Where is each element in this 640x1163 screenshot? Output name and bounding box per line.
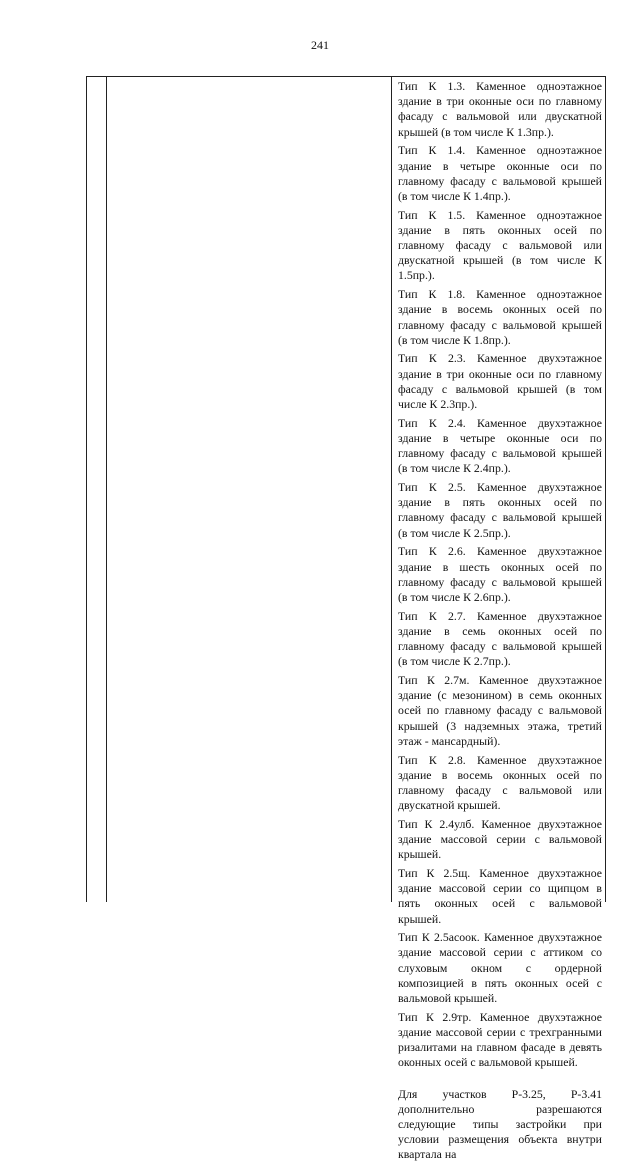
building-type-entry: Тип К 2.4. Каменное двухэтажное здание в четыре оконные оси по главному фасаду с вальмовой крышей (в том числе К 2.4пр.). (398, 415, 602, 476)
building-type-entry: Тип К 1.4. Каменное одноэтажное здание в четыре оконные оси по главному фасаду с вальмовой крышей (в том числе К 1.4пр.). (398, 143, 602, 203)
building-type-entry: Тип К 2.8. Каменное двухэтажное здание в восемь оконных осей по главному фасаду с вальмовой или двускатной крышей. (398, 752, 602, 813)
page-number: 241 (311, 38, 329, 52)
building-type-entry: Тип К 1.3. Каменное одноэтажное здание в три оконные оси по главному фасаду с вальмовой или двускатной крышей (в том числе К 1.3пр.). (398, 79, 602, 139)
building-type-entry: Тип К 2.9тр. Каменное двухэтажное здание массовой серии с трехгранными ризалитами на главном фасаде в девять оконных осей с вальмовой крышей. (398, 1009, 602, 1070)
building-type-entry: Тип К 2.6. Каменное двухэтажное здание в шесть оконных осей по главному фасаду с вальмовой крышей (в том числе К 2.6пр.). (398, 544, 602, 604)
building-type-entry: Тип К 2.7м. Каменное двухэтажное здание (с мезонином) в семь оконных осей по главному фасаду с вальмовой крышей (3 надземных этажа, третий этаж - мансардный). (398, 673, 602, 748)
building-type-entry: Тип К 2.7. Каменное двухэтажное здание в семь оконных осей по главному фасаду с вальмовой крышей (в том числе К 2.7пр.). (398, 608, 602, 669)
building-type-entry: Тип К 2.5. Каменное двухэтажное здание в пять оконных осей по главному фасаду с вальмовой крышей (в том числе К 2.5пр.). (398, 480, 602, 540)
table-column-parcel (107, 77, 392, 902)
table-column-building-types (392, 77, 607, 1162)
building-type-entry: Тип К 1.8. Каменное одноэтажное здание в восемь оконных осей по главному фасаду с вальмовой крышей (в том числе К 1.8пр.). (398, 287, 602, 347)
building-type-entry: Тип К 2.4улб. Каменное двухэтажное здание массовой серии с вальмовой крышей. (398, 816, 602, 862)
table-column-number (87, 77, 107, 902)
building-type-entry: Тип К 2.3. Каменное двухэтажное здание в три оконные оси по главному фасаду с вальмовой крышей (в том числе К 2.3пр.). (398, 351, 602, 412)
building-type-entry: Тип К 1.5. Каменное одноэтажное здание в пять оконных осей по главному фасаду с вальмовой или двускатной крышей (в том числе К 1.5пр.). (398, 207, 602, 283)
building-type-entry: Тип К 2.5щ. Каменное двухэтажное здание массовой серии со щипцом в пять оконных осей с вальмовой крышей. (398, 865, 602, 926)
regulations-table (86, 76, 606, 1162)
additional-permission-paragraph: Для участков Р-3.25, Р-3.41 дополнительно разрешаются следующие типы застройки при условии размещения объекта внутри квартала на (398, 1086, 602, 1162)
building-type-entry: Тип К 2.5асоок. Каменное двухэтажное здание массовой серии с аттиком со слуховым окном с ордерной композицией в пять оконных осей с вальмовой крышей. (398, 930, 602, 1006)
